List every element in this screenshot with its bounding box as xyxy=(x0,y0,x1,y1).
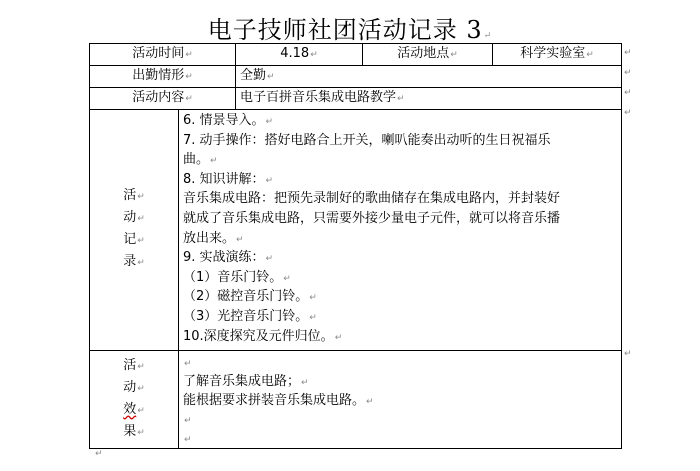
row-end-mark-icon: ↵ xyxy=(624,349,632,359)
record-line: 音乐集成电路：把预先录制好的歌曲储存在集成电路内，并封装好 xyxy=(183,191,561,207)
record-line: 8. 知识讲解：↵ xyxy=(183,171,274,187)
time-value-cell: 4.18↵ xyxy=(236,44,363,66)
record-label-char: 录↵ xyxy=(123,254,145,269)
effect-label-char: 动↵ xyxy=(123,379,145,395)
title-text: 电子技师社团活动记录 3 xyxy=(207,16,483,44)
record-label-char: 动↵ xyxy=(123,210,145,225)
record-line: 9. 实战演练：↵ xyxy=(183,250,274,266)
effect-line: 能根据要求拼装音乐集成电路。↵ xyxy=(183,393,374,408)
record-label-char: 记↵ xyxy=(123,232,145,247)
effect-label-char: 活↵ xyxy=(123,357,145,373)
record-line: （2）磁控音乐门铃。↵ xyxy=(183,289,317,305)
record-label-cell xyxy=(90,110,179,351)
effect-label-char: 效↵ xyxy=(123,401,145,417)
place-value-cell: 科学实验室↵ xyxy=(493,44,622,66)
paragraph-mark-icon: ↵ xyxy=(483,31,493,41)
row-end-mark-icon: ↵ xyxy=(624,48,632,58)
effect-body-cell xyxy=(179,351,622,449)
record-line: 10.深度探究及元件归位。↵ xyxy=(183,328,343,344)
record-label-char: 活↵ xyxy=(123,188,145,203)
record-line: 6. 情景导入。↵ xyxy=(183,113,274,128)
time-label-cell: 活动时间↵ xyxy=(90,44,236,66)
effect-line: ↵ xyxy=(184,359,192,369)
row-attendance xyxy=(90,66,622,88)
record-line: 放出来。↵ xyxy=(183,230,244,246)
record-body-cell xyxy=(179,110,622,351)
row-end-mark-icon: ↵ xyxy=(624,88,632,98)
effect-line: ↵ xyxy=(184,435,192,445)
record-line: 就成了音乐集成电路，只需要外接少量电子元件，就可以将音乐播 xyxy=(183,210,561,226)
row-end-mark-icon: ↵ xyxy=(624,108,632,118)
record-line: 曲。↵ xyxy=(183,152,218,168)
record-line: 7. 动手操作：搭好电路合上开关，喇叭能奏出动听的生日祝福乐 xyxy=(183,132,551,148)
attendance-label-cell: 出勤情形↵ xyxy=(90,66,236,88)
row-content xyxy=(90,88,622,110)
paragraph-mark-icon: ↵ xyxy=(95,449,103,459)
effect-label-cell xyxy=(90,351,179,449)
content-label-cell: 活动内容↵ xyxy=(90,88,236,110)
attendance-value-cell: 全勤↵ xyxy=(236,66,622,88)
record-line: （3）光控音乐门铃。↵ xyxy=(183,308,317,324)
row-effect xyxy=(90,351,622,449)
record-line: （1）音乐门铃。↵ xyxy=(183,269,291,285)
effect-line: ↵ xyxy=(184,416,192,426)
place-label-cell: 活动地点↵ xyxy=(363,44,493,66)
row-time-place xyxy=(90,44,622,66)
row-end-mark-icon: ↵ xyxy=(624,68,632,78)
document-title xyxy=(0,10,700,45)
effect-label-char: 果↵ xyxy=(123,423,145,439)
row-record xyxy=(90,110,622,351)
activity-record-table xyxy=(89,43,622,449)
content-value-cell: 电子百拼音乐集成电路教学↵ xyxy=(236,88,622,110)
effect-line: 了解音乐集成电路；↵ xyxy=(183,374,309,389)
